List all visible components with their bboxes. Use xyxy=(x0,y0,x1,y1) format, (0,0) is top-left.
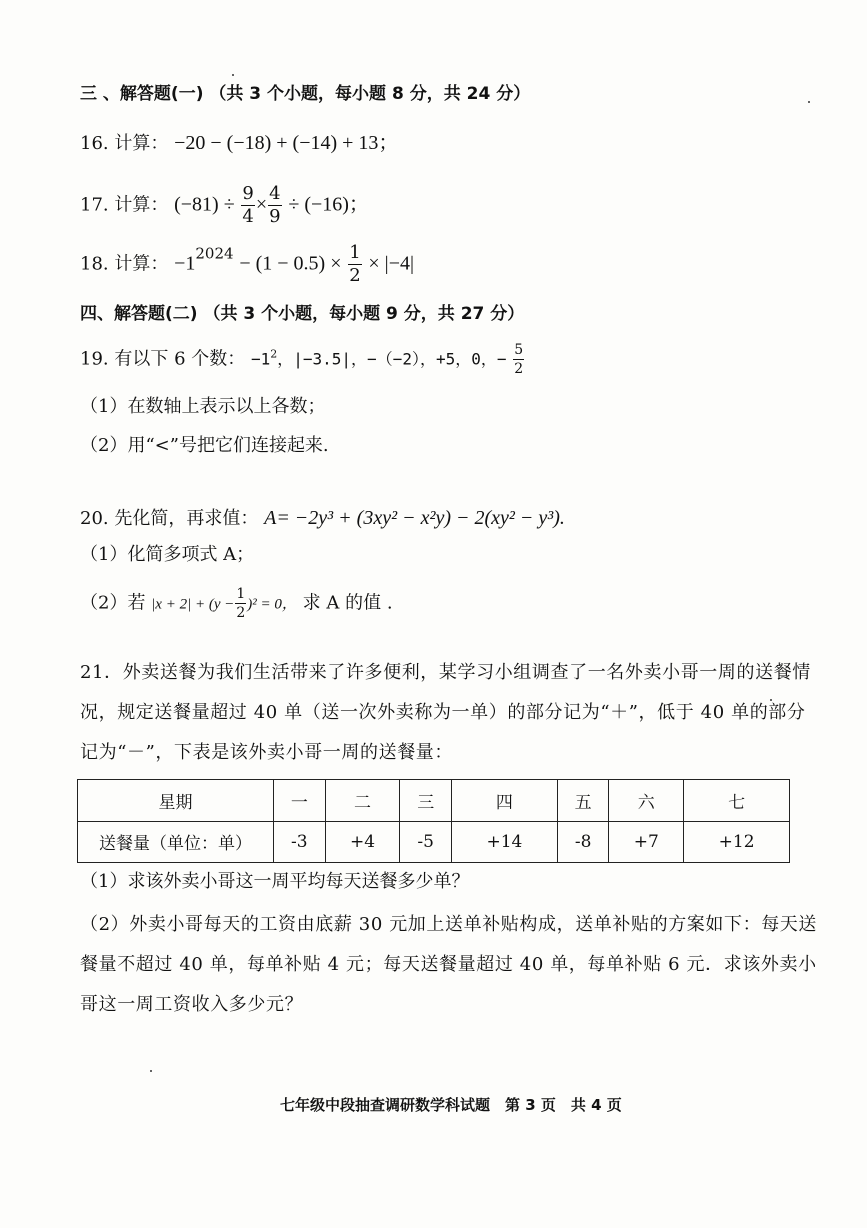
q20-condition-tail: )² = 0， xyxy=(247,596,297,613)
q20-stem: 20. 先化简，再求值： xyxy=(80,508,259,529)
q18-base: −1 xyxy=(174,252,196,275)
q19-number-list: ，|−3.5|，−（−2），+5，0，− xyxy=(277,349,507,369)
table-cell: 送餐量（单位：单） xyxy=(78,821,274,863)
q20-condition-abs: |x + 2| + (y − xyxy=(151,596,235,613)
q18-number: 18. xyxy=(80,253,109,275)
q19-number-1: −1 xyxy=(250,349,271,369)
q18-fraction: $\frac{1}{2}$ xyxy=(349,242,361,286)
q17-label: 计算： xyxy=(114,194,169,216)
q20-sub-2 xyxy=(80,587,393,620)
question-18 xyxy=(80,244,414,285)
table-header-cell: 星期 xyxy=(78,780,274,822)
section-4-title: 四、解答题(二) （共 3 个小题，每小题 9 分，共 27 分） xyxy=(80,304,525,324)
q20-sub-1: （1）化简多项式 A； xyxy=(80,544,255,565)
q16-label: 计算： xyxy=(114,133,169,154)
q20-expression: = −2y³ + (3xy² − x²y) − 2(xy² − y³). xyxy=(276,507,565,529)
q16-number: 16. xyxy=(80,133,109,154)
question-17: 17. 计算： (−81) ÷ $\frac{9}{4}$ × $\frac{4}{9}$ ÷ (−16)； xyxy=(80,183,369,227)
q17-part1: (−81) ÷ xyxy=(174,193,235,216)
table-header-cell: 四 xyxy=(452,780,558,822)
question-16 xyxy=(80,133,398,153)
question-19 xyxy=(80,343,525,376)
q18-tail: × |−4| xyxy=(368,252,414,275)
q17-fraction-1: $\frac{9}{4}$ xyxy=(242,183,254,227)
q19-sub-2: （2）用“<”号把它们连接起来. xyxy=(80,435,329,456)
table-header-row xyxy=(78,780,790,822)
page-footer: 七年级中段抽查调研数学科试题 第 3 页 共 4 页 xyxy=(280,1096,622,1114)
question-21-stem: 21．外卖送餐为我们生活带来了许多便利，某学习小组调查了一名外卖小哥一周的送餐情况，规定送餐量超过 40 单（送一次外卖称为一单）的部分记为“＋”，低于 40 单的部分记为“－”，下表是该外卖小哥一周的送餐量： xyxy=(80,662,811,763)
q20-condition-fraction: $\frac{1}{2}$ xyxy=(236,586,246,621)
q17-fraction-2: $\frac{4}{9}$ xyxy=(269,183,281,227)
q17-part2: ÷ (−16)； xyxy=(288,193,369,216)
q18-exponent: 2024 xyxy=(195,244,234,263)
question-20 xyxy=(80,508,565,528)
table-header-cell: 五 xyxy=(557,780,609,822)
q20-sub-2-prefix: （2）若 xyxy=(80,592,146,614)
q21-sub-2: （2）外卖小哥每天的工资由底薪 30 元加上送单补贴构成，送单补贴的方案如下：每天送餐量不超过 40 单，每单补贴 4 元；每天送餐量超过 40 单，每单补贴 6 元．求该外卖小哥这一周工资收入多少元？ xyxy=(80,914,817,1015)
table-cell: +7 xyxy=(609,821,684,863)
table-header-cell: 一 xyxy=(274,780,326,822)
q21-sub-1: （1）求该外卖小哥这一周平均每天送餐多少单？ xyxy=(80,871,470,892)
q18-label: 计算： xyxy=(114,253,169,275)
q19-stem: 19. 有以下 6 个数： xyxy=(80,348,246,370)
q19-sub-1: （1）在数轴上表示以上各数； xyxy=(80,396,326,417)
table-cell: +4 xyxy=(325,821,400,863)
q19-fraction: $\frac{5}{2}$ xyxy=(514,342,524,377)
q20-var-a: A xyxy=(264,507,277,529)
scan-speck xyxy=(808,101,810,103)
q17-number: 17. xyxy=(80,194,109,216)
section-3-title: 三 、解答题(一) （共 3 个小题，每小题 8 分，共 24 分） xyxy=(80,84,531,104)
table-cell: +14 xyxy=(452,821,558,863)
q16-expression: −20 − (−18) + (−14) + 13； xyxy=(174,132,399,154)
scan-speck xyxy=(232,74,234,76)
table-cell: -8 xyxy=(557,821,609,863)
table-header-cell: 七 xyxy=(684,780,790,822)
delivery-table xyxy=(77,779,790,863)
scan-speck xyxy=(770,699,772,701)
q20-sub-2-ask: 求 A 的值 . xyxy=(302,592,393,614)
q18-middle: − (1 − 0.5) × xyxy=(239,252,342,275)
table-header-cell: 六 xyxy=(609,780,684,822)
table-row xyxy=(78,821,790,863)
table-header-cell: 三 xyxy=(400,780,452,822)
table-cell: +12 xyxy=(684,821,790,863)
scan-speck xyxy=(150,1070,152,1072)
table-header-cell: 二 xyxy=(325,780,400,822)
table-cell: -3 xyxy=(274,821,326,863)
q19-number-1-exponent: 2 xyxy=(270,347,278,361)
table-cell: -5 xyxy=(400,821,452,863)
